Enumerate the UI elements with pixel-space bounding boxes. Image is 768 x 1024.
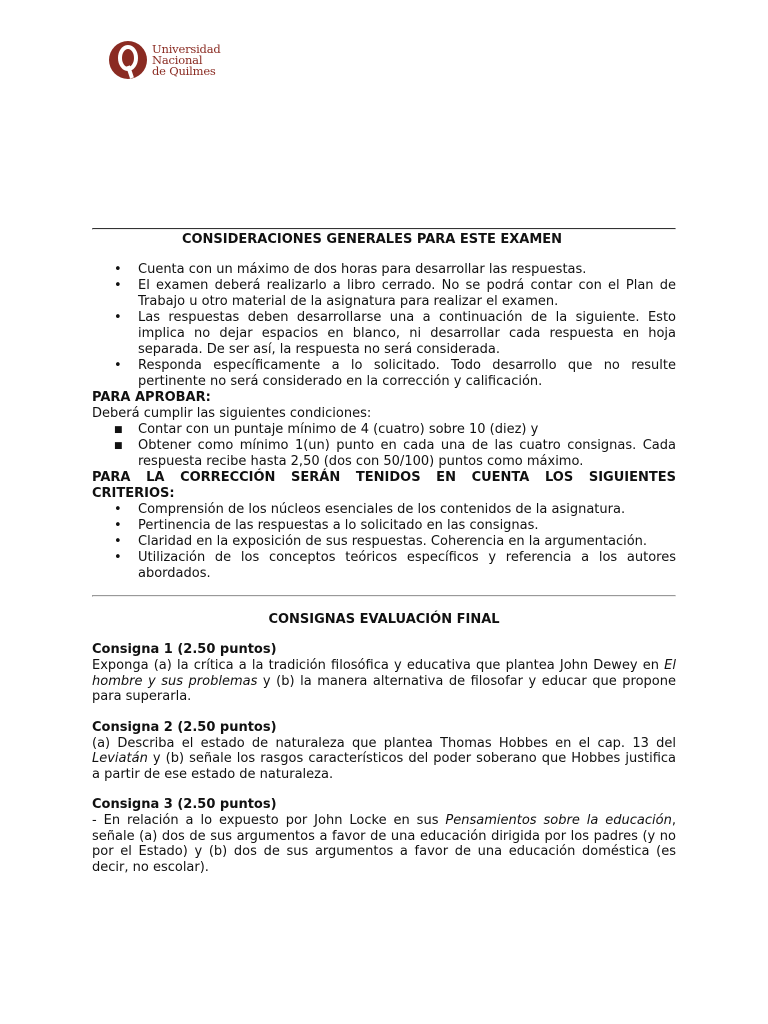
consigna-3-title: Consigna 3 (2.50 puntos): [92, 797, 277, 812]
logo-line-2: Nacional: [152, 52, 203, 67]
aprobar-label: PARA APROBAR:: [92, 390, 211, 405]
top-divider: [92, 228, 676, 230]
bullet-icon: •: [114, 518, 122, 533]
middle-divider: [92, 595, 676, 597]
list-item: • El examen deberá realizarlo a libro cerrado. No se podrá contar con el Plan de Trabajo u otro material de la asignatura para realizar el examen.: [114, 278, 676, 309]
list-item: • Pertinencia de las respuestas a lo solicitado en las consignas.: [114, 518, 539, 533]
list-item: ■ Obtener como mínimo 1(un) punto en cada una de las cuatro consignas. Cada respuesta recibe hasta 2,50 (dos con 50/100) puntos como máximo.: [114, 438, 676, 469]
final-title: CONSIGNAS EVALUACIÓN FINAL: [268, 612, 500, 627]
consigna-2: [92, 720, 676, 783]
list-item: ■ Contar con un puntaje mínimo de 4 (cuatro) sobre 10 (diez) y: [114, 422, 539, 437]
aprobar-list: [92, 422, 676, 470]
correccion-label-2: CRITERIOS:: [92, 486, 175, 501]
consigna-1-title: Consigna 1 (2.50 puntos): [92, 642, 277, 657]
university-logo: [108, 40, 221, 80]
bullet-icon: •: [114, 278, 122, 293]
consigna-1-text: Exponga (a) la crítica a la tradición filosófica y educativa que plantea John Dewey en El hombre y sus problemas y (b) la manera alternativa de filosofar y educar que propone para superarla.: [92, 658, 676, 704]
general-list: [92, 262, 676, 390]
list-item: • Comprensión de los núcleos esenciales de los contenidos de la asignatura.: [114, 502, 626, 517]
bullet-icon: •: [114, 262, 122, 277]
correccion-list: [92, 502, 676, 582]
list-item: • Utilización de los conceptos teóricos específicos y referencia a los autores abordados.: [114, 550, 676, 581]
bullet-icon: •: [114, 502, 122, 517]
consigna-3-text: - En relación a lo expuesto por John Locke en sus Pensamientos sobre la educación, señale (a) dos de sus argumentos a favor de una educación dirigida por los padres (y no por el Estado) y (b) dos de sus argumentos a favor de una educación doméstica (es decir, no escolar).: [92, 813, 676, 875]
bullet-icon: •: [114, 534, 122, 549]
aprobar-intro: Deberá cumplir las siguientes condiciones:: [92, 406, 372, 421]
logo-wordmark: [152, 41, 221, 78]
consigna-1: [92, 642, 676, 705]
list-item: • Responda específicamente a lo solicitado. Todo desarrollo que no resulte pertinente no será considerado en la corrección y calificación.: [114, 358, 676, 389]
square-bullet-icon: ■: [114, 425, 123, 435]
consigna-3: [92, 797, 676, 875]
list-item: • Las respuestas deben desarrollarse una a continuación de la siguiente. Esto implica no dejar espacios en blanco, ni desarrollar cada respuesta en hoja separada. De ser así, la respuesta no será considerada.: [114, 310, 676, 357]
quilmes-q-logo-icon: [108, 40, 148, 80]
logo-line-3: de Quilmes: [152, 63, 216, 78]
correccion-label: PARA LA CORRECCIÓN SERÁN TENIDOS EN CUENTA LOS SIGUIENTES: [92, 470, 676, 485]
logo-line-1: Universidad: [152, 41, 221, 56]
square-bullet-icon: ■: [114, 441, 123, 451]
bullet-icon: •: [114, 310, 122, 325]
bullet-icon: •: [114, 550, 122, 565]
list-item: • Claridad en la exposición de sus respuestas. Coherencia en la argumentación.: [114, 534, 648, 549]
list-item: • Cuenta con un máximo de dos horas para desarrollar las respuestas.: [114, 262, 587, 277]
general-title: CONSIDERACIONES GENERALES PARA ESTE EXAMEN: [181, 232, 563, 247]
bullet-icon: •: [114, 358, 122, 373]
exam-content: [92, 228, 676, 875]
consigna-2-text: (a) Describa el estado de naturaleza que plantea Thomas Hobbes en el cap. 13 del Leviatán y (b) señale los rasgos característicos del poder soberano que Hobbes justifica a partir de ese estado de naturaleza.: [92, 735, 676, 782]
consigna-2-title: Consigna 2 (2.50 puntos): [92, 719, 277, 735]
